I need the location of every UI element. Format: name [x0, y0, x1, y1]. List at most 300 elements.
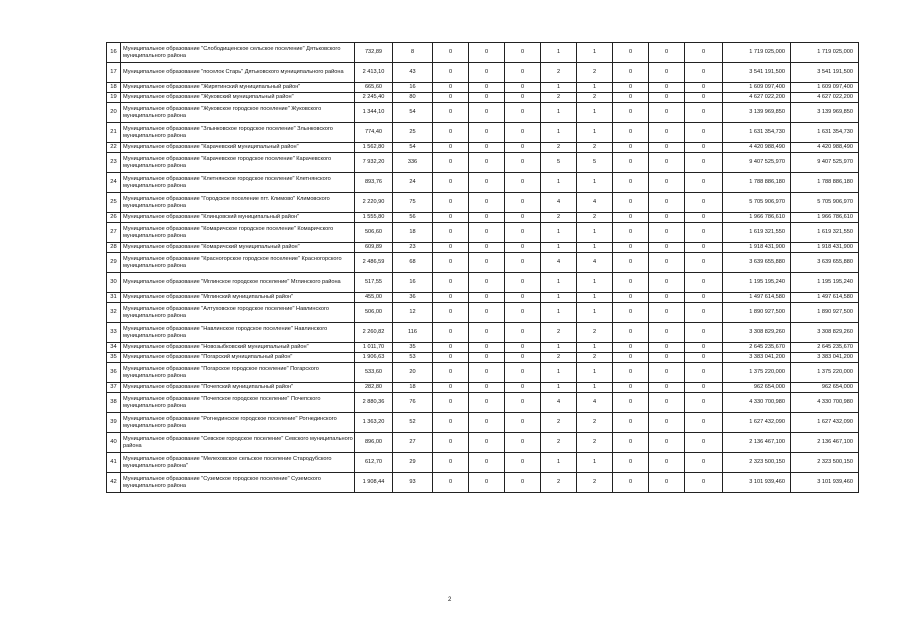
count-6: 1 [577, 173, 613, 193]
count-2: 0 [433, 143, 469, 153]
count-4: 0 [505, 433, 541, 453]
amount-total: 4 420 988,490 [723, 143, 791, 153]
area-value: 732,89 [355, 43, 393, 63]
count-7: 0 [613, 363, 649, 383]
count-9: 0 [685, 93, 723, 103]
row-number: 40 [107, 433, 121, 453]
municipality-name: Муниципальное образование "Карачевское городское поселение" Карачевского муниципального района [121, 153, 355, 173]
count-2: 0 [433, 153, 469, 173]
count-5: 1 [541, 303, 577, 323]
area-value: 1 363,20 [355, 413, 393, 433]
count-4: 0 [505, 413, 541, 433]
count-9: 0 [685, 63, 723, 83]
count-6: 5 [577, 153, 613, 173]
count-8: 0 [649, 243, 685, 253]
count-3: 0 [469, 63, 505, 83]
count-9: 0 [685, 363, 723, 383]
count-8: 0 [649, 453, 685, 473]
count-1: 16 [393, 83, 433, 93]
amount-fund: 4 627 022,200 [791, 93, 859, 103]
count-9: 0 [685, 143, 723, 153]
area-value: 609,89 [355, 243, 393, 253]
municipality-name: Муниципальное образование "Погарский муниципальный район" [121, 353, 355, 363]
count-4: 0 [505, 153, 541, 173]
municipality-name: Муниципальное образование "Комаричское городское поселение" Комаричского муниципального района [121, 223, 355, 243]
count-8: 0 [649, 303, 685, 323]
count-7: 0 [613, 123, 649, 143]
count-8: 0 [649, 273, 685, 293]
row-number: 25 [107, 193, 121, 213]
count-9: 0 [685, 343, 723, 353]
count-7: 0 [613, 303, 649, 323]
amount-fund: 1 619 321,550 [791, 223, 859, 243]
area-value: 2 413,10 [355, 63, 393, 83]
count-1: 23 [393, 243, 433, 253]
municipality-name: Муниципальное образование "поселок Старь" Дятьковского муниципального района [121, 63, 355, 83]
count-4: 0 [505, 303, 541, 323]
amount-fund: 1 966 786,610 [791, 213, 859, 223]
count-1: 116 [393, 323, 433, 343]
count-7: 0 [613, 273, 649, 293]
count-9: 0 [685, 303, 723, 323]
amount-total: 1 788 886,180 [723, 173, 791, 193]
row-number: 35 [107, 353, 121, 363]
row-number: 21 [107, 123, 121, 143]
table-row [107, 473, 859, 493]
count-8: 0 [649, 83, 685, 93]
count-4: 0 [505, 193, 541, 213]
count-2: 0 [433, 363, 469, 383]
count-3: 0 [469, 433, 505, 453]
count-3: 0 [469, 323, 505, 343]
table-row [107, 213, 859, 223]
count-3: 0 [469, 43, 505, 63]
count-4: 0 [505, 213, 541, 223]
row-number: 19 [107, 93, 121, 103]
count-8: 0 [649, 123, 685, 143]
count-6: 1 [577, 43, 613, 63]
count-3: 0 [469, 253, 505, 273]
row-number: 23 [107, 153, 121, 173]
table-row [107, 153, 859, 173]
count-7: 0 [613, 243, 649, 253]
count-9: 0 [685, 223, 723, 243]
amount-total: 1 195 195,240 [723, 273, 791, 293]
count-2: 0 [433, 93, 469, 103]
count-2: 0 [433, 83, 469, 93]
area-value: 2 260,82 [355, 323, 393, 343]
count-6: 1 [577, 83, 613, 93]
municipality-name: Муниципальное образование "Новозыбковский муниципальный район" [121, 343, 355, 353]
count-7: 0 [613, 223, 649, 243]
area-value: 2 880,36 [355, 393, 393, 413]
table-row [107, 123, 859, 143]
count-7: 0 [613, 143, 649, 153]
area-value: 506,00 [355, 303, 393, 323]
area-value: 1 555,80 [355, 213, 393, 223]
count-5: 1 [541, 453, 577, 473]
amount-total: 1 890 927,500 [723, 303, 791, 323]
count-5: 1 [541, 223, 577, 243]
count-8: 0 [649, 93, 685, 103]
area-value: 506,60 [355, 223, 393, 243]
row-number: 29 [107, 253, 121, 273]
count-3: 0 [469, 173, 505, 193]
count-4: 0 [505, 473, 541, 493]
count-9: 0 [685, 473, 723, 493]
amount-fund: 1 631 354,730 [791, 123, 859, 143]
municipality-name: Муниципальное образование "Погарское городское поселение" Погарского муниципального района [121, 363, 355, 383]
count-2: 0 [433, 193, 469, 213]
count-2: 0 [433, 103, 469, 123]
table-row [107, 393, 859, 413]
municipality-name: Муниципальное образование "Клинцовский муниципальный район" [121, 213, 355, 223]
table-body [107, 43, 859, 493]
row-number: 17 [107, 63, 121, 83]
amount-fund: 1 375 220,000 [791, 363, 859, 383]
amount-fund: 1 918 431,900 [791, 243, 859, 253]
table-row [107, 453, 859, 473]
amount-fund: 3 139 969,850 [791, 103, 859, 123]
row-number: 16 [107, 43, 121, 63]
count-7: 0 [613, 323, 649, 343]
table-row [107, 103, 859, 123]
count-5: 1 [541, 243, 577, 253]
count-9: 0 [685, 273, 723, 293]
municipality-name: Муниципальное образование "Слободищенское сельское поселение" Дятьковского муниципального района [121, 43, 355, 63]
count-8: 0 [649, 433, 685, 453]
count-4: 0 [505, 143, 541, 153]
count-7: 0 [613, 153, 649, 173]
amount-fund: 962 654,000 [791, 383, 859, 393]
amount-total: 2 323 500,150 [723, 453, 791, 473]
count-8: 0 [649, 43, 685, 63]
row-number: 30 [107, 273, 121, 293]
count-8: 0 [649, 63, 685, 83]
table-row [107, 303, 859, 323]
amount-fund: 1 890 927,500 [791, 303, 859, 323]
count-6: 1 [577, 273, 613, 293]
count-2: 0 [433, 453, 469, 473]
table-row [107, 243, 859, 253]
row-number: 33 [107, 323, 121, 343]
count-3: 0 [469, 413, 505, 433]
row-number: 42 [107, 473, 121, 493]
count-7: 0 [613, 343, 649, 353]
count-8: 0 [649, 363, 685, 383]
row-number: 22 [107, 143, 121, 153]
count-2: 0 [433, 43, 469, 63]
count-5: 2 [541, 323, 577, 343]
count-4: 0 [505, 353, 541, 363]
count-8: 0 [649, 153, 685, 173]
count-8: 0 [649, 213, 685, 223]
count-3: 0 [469, 123, 505, 143]
table-row [107, 433, 859, 453]
municipality-name: Муниципальное образование "Рогнединское городское поселение" Рогнединского муниципального района [121, 413, 355, 433]
count-4: 0 [505, 43, 541, 63]
count-9: 0 [685, 253, 723, 273]
count-5: 4 [541, 193, 577, 213]
amount-fund: 4 330 700,980 [791, 393, 859, 413]
amount-fund: 4 420 988,490 [791, 143, 859, 153]
row-number: 26 [107, 213, 121, 223]
count-5: 2 [541, 353, 577, 363]
amount-total: 2 136 467,100 [723, 433, 791, 453]
count-7: 0 [613, 473, 649, 493]
count-9: 0 [685, 393, 723, 413]
count-7: 0 [613, 213, 649, 223]
count-1: 52 [393, 413, 433, 433]
amount-total: 3 308 829,260 [723, 323, 791, 343]
count-7: 0 [613, 173, 649, 193]
count-9: 0 [685, 243, 723, 253]
count-5: 1 [541, 343, 577, 353]
row-number: 41 [107, 453, 121, 473]
count-1: 68 [393, 253, 433, 273]
count-3: 0 [469, 363, 505, 383]
count-1: 93 [393, 473, 433, 493]
count-8: 0 [649, 193, 685, 213]
count-3: 0 [469, 383, 505, 393]
count-7: 0 [613, 63, 649, 83]
amount-fund: 2 323 500,150 [791, 453, 859, 473]
row-number: 37 [107, 383, 121, 393]
count-4: 0 [505, 83, 541, 93]
count-1: 20 [393, 363, 433, 383]
count-5: 5 [541, 153, 577, 173]
count-3: 0 [469, 83, 505, 93]
amount-total: 1 497 614,580 [723, 293, 791, 303]
count-6: 1 [577, 123, 613, 143]
count-8: 0 [649, 473, 685, 493]
count-6: 2 [577, 93, 613, 103]
count-6: 1 [577, 303, 613, 323]
count-2: 0 [433, 323, 469, 343]
count-5: 1 [541, 83, 577, 93]
count-6: 2 [577, 213, 613, 223]
count-9: 0 [685, 193, 723, 213]
count-8: 0 [649, 413, 685, 433]
count-1: 24 [393, 173, 433, 193]
amount-fund: 3 639 655,880 [791, 253, 859, 273]
municipality-name: Муниципальное образование "Клетнянское городское поселение" Клетнянского муниципального района [121, 173, 355, 193]
municipality-name: Муниципальное образование "Жирятинский муниципальный район" [121, 83, 355, 93]
municipality-name: Муниципальное образование "Жуковский муниципальный район" [121, 93, 355, 103]
count-3: 0 [469, 153, 505, 173]
area-value: 612,70 [355, 453, 393, 473]
count-6: 1 [577, 383, 613, 393]
row-number: 18 [107, 83, 121, 93]
row-number: 27 [107, 223, 121, 243]
count-3: 0 [469, 393, 505, 413]
count-7: 0 [613, 83, 649, 93]
count-8: 0 [649, 383, 685, 393]
municipality-name: Муниципальное образование "Жуковское городское поселение" Жуковского муниципального района [121, 103, 355, 123]
count-5: 1 [541, 363, 577, 383]
row-number: 36 [107, 363, 121, 383]
table-row [107, 173, 859, 193]
area-value: 896,00 [355, 433, 393, 453]
count-1: 16 [393, 273, 433, 293]
count-9: 0 [685, 433, 723, 453]
amount-fund: 3 383 041,200 [791, 353, 859, 363]
count-1: 76 [393, 393, 433, 413]
count-4: 0 [505, 223, 541, 243]
count-1: 18 [393, 383, 433, 393]
count-1: 53 [393, 353, 433, 363]
count-8: 0 [649, 103, 685, 123]
amount-total: 2 645 235,670 [723, 343, 791, 353]
municipality-name: Муниципальное образование "Навлинское городское поселение" Навлинского муниципального района [121, 323, 355, 343]
area-value: 2 220,90 [355, 193, 393, 213]
amount-total: 1 609 097,400 [723, 83, 791, 93]
count-3: 0 [469, 353, 505, 363]
count-2: 0 [433, 413, 469, 433]
count-2: 0 [433, 253, 469, 273]
count-3: 0 [469, 343, 505, 353]
count-2: 0 [433, 303, 469, 323]
table-row [107, 83, 859, 93]
count-1: 25 [393, 123, 433, 143]
count-1: 80 [393, 93, 433, 103]
amount-total: 3 101 939,460 [723, 473, 791, 493]
municipality-name: Муниципальное образование "Почепское городское поселение" Почепского муниципального района [121, 393, 355, 413]
count-3: 0 [469, 243, 505, 253]
area-value: 1 908,44 [355, 473, 393, 493]
count-3: 0 [469, 303, 505, 323]
area-value: 282,80 [355, 383, 393, 393]
count-4: 0 [505, 393, 541, 413]
count-2: 0 [433, 173, 469, 193]
count-8: 0 [649, 323, 685, 343]
count-2: 0 [433, 343, 469, 353]
count-1: 54 [393, 143, 433, 153]
count-1: 35 [393, 343, 433, 353]
count-9: 0 [685, 453, 723, 473]
count-2: 0 [433, 473, 469, 493]
count-7: 0 [613, 43, 649, 63]
count-3: 0 [469, 213, 505, 223]
amount-fund: 9 407 525,970 [791, 153, 859, 173]
municipality-name: Муниципальное образование "Мглинское городское поселение" Мглинского района [121, 273, 355, 293]
row-number: 24 [107, 173, 121, 193]
count-1: 27 [393, 433, 433, 453]
table-row [107, 413, 859, 433]
amount-fund: 2 136 467,100 [791, 433, 859, 453]
count-3: 0 [469, 103, 505, 123]
amount-total: 1 619 321,550 [723, 223, 791, 243]
count-2: 0 [433, 353, 469, 363]
count-6: 4 [577, 253, 613, 273]
area-value: 893,76 [355, 173, 393, 193]
count-9: 0 [685, 43, 723, 63]
count-9: 0 [685, 213, 723, 223]
count-6: 1 [577, 363, 613, 383]
amount-fund: 3 308 829,260 [791, 323, 859, 343]
amount-total: 5 705 906,970 [723, 193, 791, 213]
area-value: 455,00 [355, 293, 393, 303]
count-8: 0 [649, 353, 685, 363]
municipality-name: Муниципальное образование "Алтуховское городское поселение" Навлинского муниципального района [121, 303, 355, 323]
count-4: 0 [505, 343, 541, 353]
count-4: 0 [505, 363, 541, 383]
count-1: 43 [393, 63, 433, 83]
count-3: 0 [469, 473, 505, 493]
count-7: 0 [613, 93, 649, 103]
count-2: 0 [433, 273, 469, 293]
count-4: 0 [505, 63, 541, 83]
amount-fund: 3 101 939,460 [791, 473, 859, 493]
row-number: 38 [107, 393, 121, 413]
count-5: 2 [541, 213, 577, 223]
amount-fund: 1 609 097,400 [791, 83, 859, 93]
count-2: 0 [433, 213, 469, 223]
count-6: 2 [577, 323, 613, 343]
count-1: 29 [393, 453, 433, 473]
table-row [107, 193, 859, 213]
area-value: 533,60 [355, 363, 393, 383]
count-5: 1 [541, 273, 577, 293]
count-7: 0 [613, 193, 649, 213]
count-5: 1 [541, 383, 577, 393]
count-7: 0 [613, 433, 649, 453]
amount-total: 1 627 432,090 [723, 413, 791, 433]
amount-total: 1 719 025,000 [723, 43, 791, 63]
row-number: 20 [107, 103, 121, 123]
table-row [107, 253, 859, 273]
count-6: 2 [577, 143, 613, 153]
count-6: 1 [577, 103, 613, 123]
amount-fund: 1 497 614,580 [791, 293, 859, 303]
table-row [107, 63, 859, 83]
count-4: 0 [505, 173, 541, 193]
municipality-name: Муниципальное образование "Злынковское городское поселение" Злынковского муниципального района [121, 123, 355, 143]
count-2: 0 [433, 383, 469, 393]
count-6: 4 [577, 393, 613, 413]
amount-fund: 3 541 191,500 [791, 63, 859, 83]
count-1: 8 [393, 43, 433, 63]
amount-total: 3 139 969,850 [723, 103, 791, 123]
count-9: 0 [685, 323, 723, 343]
municipality-name: Муниципальное образование "Мелеховское сельское поселение Стародубского муниципального района" [121, 453, 355, 473]
count-4: 0 [505, 253, 541, 273]
municipality-name: Муниципальное образование "Красногорское городское поселение" Красногорского муниципального района [121, 253, 355, 273]
program-table [106, 42, 859, 493]
amount-total: 1 918 431,900 [723, 243, 791, 253]
count-4: 0 [505, 103, 541, 123]
count-6: 1 [577, 453, 613, 473]
count-8: 0 [649, 223, 685, 243]
count-6: 4 [577, 193, 613, 213]
count-3: 0 [469, 143, 505, 153]
count-9: 0 [685, 153, 723, 173]
count-2: 0 [433, 243, 469, 253]
count-2: 0 [433, 433, 469, 453]
row-number: 31 [107, 293, 121, 303]
count-6: 2 [577, 413, 613, 433]
amount-total: 1 966 786,610 [723, 213, 791, 223]
amount-total: 4 330 700,980 [723, 393, 791, 413]
area-value: 517,55 [355, 273, 393, 293]
count-4: 0 [505, 383, 541, 393]
table-row [107, 323, 859, 343]
amount-fund: 2 645 235,670 [791, 343, 859, 353]
amount-total: 3 383 041,200 [723, 353, 791, 363]
count-3: 0 [469, 93, 505, 103]
amount-total: 1 375 220,000 [723, 363, 791, 383]
count-6: 2 [577, 63, 613, 83]
